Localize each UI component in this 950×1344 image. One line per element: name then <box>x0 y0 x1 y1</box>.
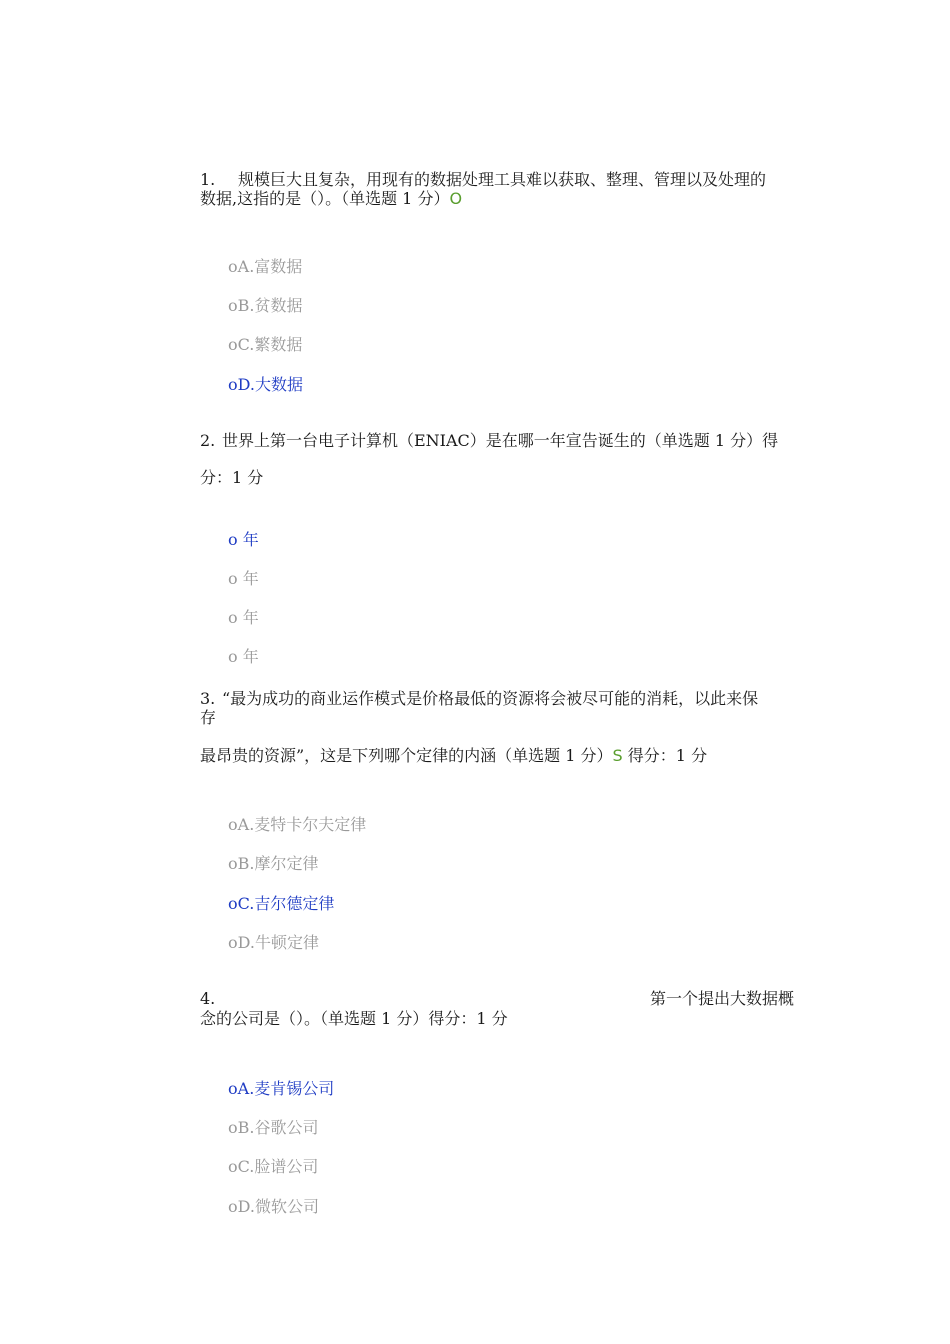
q3-text-line1b: 存 <box>200 708 217 727</box>
q3-suffix: S <box>612 746 623 765</box>
q4-option-c[interactable]: oC.脸谱公司 <box>228 1157 319 1176</box>
q4-option-b[interactable]: oB.谷歌公司 <box>228 1118 319 1137</box>
q3-text-line1: “最为成功的商业运作模式是价格最低的资源将会被尽可能的消耗，以此来保 <box>222 689 759 708</box>
q1-number: 1. <box>200 170 216 189</box>
q4-option-a[interactable]: oA.麦肯锡公司 <box>228 1079 335 1098</box>
q2-option-3[interactable]: o 年 <box>228 608 259 627</box>
q1-text-line1: 规模巨大且复杂，用现有的数据处理工具难以获取、整理、管理以及处理的 <box>238 170 767 189</box>
q2-option-1[interactable]: o 年 <box>228 530 259 549</box>
q3-text-line2 <box>200 746 707 766</box>
q3-score: 得分：1 分 <box>627 746 708 765</box>
q1-option-b[interactable]: oB.贫数据 <box>228 296 303 315</box>
q4-text-line2: 念的公司是（）。（单选题 1 分）得分：1 分 <box>200 1009 508 1028</box>
q3-option-c[interactable]: oC.吉尔德定律 <box>228 894 335 913</box>
q4-text-line1: 第一个提出大数据概 <box>650 989 795 1008</box>
q1-option-d[interactable]: oD.大数据 <box>228 375 303 394</box>
q2-text-line1: 世界上第一台电子计算机（ENIAC）是在哪一年宣告诞生的（单选题 1 分）得 <box>222 431 779 450</box>
q1-option-a[interactable]: oA.富数据 <box>228 257 303 276</box>
q3-option-d[interactable]: oD.牛顿定律 <box>228 933 319 952</box>
q2-option-4[interactable]: o 年 <box>228 647 259 666</box>
q2-number: 2. <box>200 431 216 450</box>
q2-text-line2: 分：1 分 <box>200 468 264 487</box>
q1-text-line2-body: 数据,这指的是（）。（单选题 1 分） <box>200 189 450 208</box>
q4-option-d[interactable]: oD.微软公司 <box>228 1197 319 1216</box>
q1-option-c[interactable]: oC.繁数据 <box>228 335 303 354</box>
q4-number: 4. <box>200 989 216 1008</box>
q3-option-a[interactable]: oA.麦特卡尔夫定律 <box>228 815 367 834</box>
q3-text-line2-body: 最昂贵的资源”，这是下列哪个定律的内涵（单选题 1 分） <box>200 746 613 765</box>
q3-option-b[interactable]: oB.摩尔定律 <box>228 854 319 873</box>
q1-text-line2 <box>200 189 462 209</box>
q2-option-2[interactable]: o 年 <box>228 569 259 588</box>
q3-number: 3. <box>200 689 216 708</box>
q1-suffix: O <box>449 189 463 208</box>
